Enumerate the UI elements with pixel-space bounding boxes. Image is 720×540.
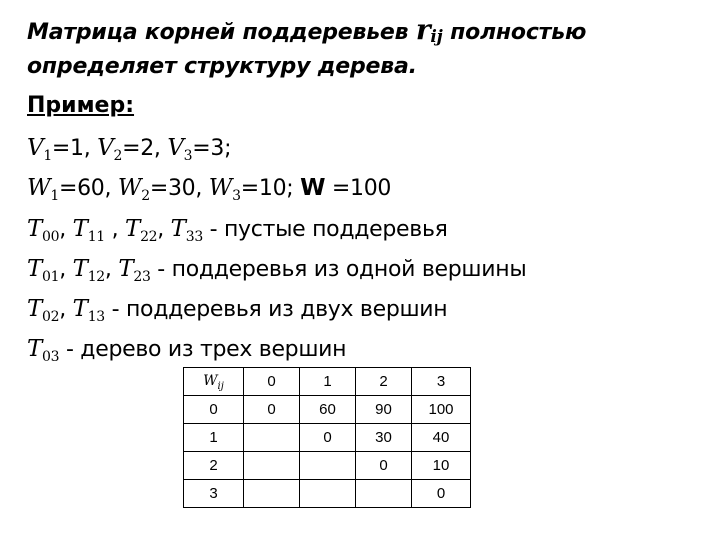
table-cell: 40 <box>412 424 471 452</box>
column-header: 0 <box>244 368 300 396</box>
column-header: 2 <box>356 368 412 396</box>
row-header: 1 <box>184 424 244 452</box>
t13-symbol: T <box>72 296 88 322</box>
corner-w-symbol: W <box>203 372 218 389</box>
table-row <box>184 424 471 452</box>
t03-symbol: T <box>27 336 43 362</box>
heading-line-1 <box>27 13 587 51</box>
t03-subscript: 03 <box>42 349 60 365</box>
r-subscript: ij <box>430 27 443 47</box>
t23-subscript: 23 <box>133 269 151 285</box>
t22-symbol: T <box>125 216 141 242</box>
w1-symbol: W <box>27 175 51 201</box>
weights-table <box>183 367 471 508</box>
table-row <box>184 452 471 480</box>
single-vertex-subtrees-line: $T_{01}$, $T_{12}$, $T_{23}$ - поддеревья из одной вершины <box>27 256 527 285</box>
column-header: 3 <box>412 368 471 396</box>
table-cell: 0 <box>356 452 412 480</box>
table-cell: 0 <box>244 396 300 424</box>
table-cell <box>244 452 300 480</box>
w3-subscript: 3 <box>232 188 241 204</box>
t23-symbol: T <box>118 256 134 282</box>
corner-subscript: ij <box>217 380 224 392</box>
t01-subscript: 01 <box>42 269 60 285</box>
table-cell: 0 <box>412 480 471 508</box>
table-corner-cell <box>184 368 244 396</box>
row-header: 0 <box>184 396 244 424</box>
heading-line-2: определяет структуру дерева. <box>27 54 417 79</box>
table-cell: 30 <box>356 424 412 452</box>
row-header: 3 <box>184 480 244 508</box>
two-vertex-subtrees-line: $T_{02}$, $T_{13}$ - поддеревья из двух вершин <box>27 296 448 325</box>
column-header: 1 <box>300 368 356 396</box>
v2-value: =2, <box>122 136 161 161</box>
v3-value: =3; <box>192 136 232 161</box>
weight-values-line <box>27 173 391 211</box>
v1-symbol: V <box>27 135 44 161</box>
w3-value: =10; <box>240 176 294 201</box>
t02-symbol: T <box>27 296 43 322</box>
two-vertex-subtrees-desc: - поддеревья из двух вершин <box>111 297 448 322</box>
row-header: 2 <box>184 452 244 480</box>
t33-subscript: 33 <box>185 229 203 245</box>
table-cell <box>356 480 412 508</box>
v3-subscript: 3 <box>183 148 193 164</box>
t12-symbol: T <box>72 256 88 282</box>
w-total-value: =100 <box>331 176 392 201</box>
single-vertex-subtrees-desc: - поддеревья из одной вершины <box>157 257 527 282</box>
table-cell <box>244 424 300 452</box>
table-row <box>184 396 471 424</box>
table-row <box>184 480 471 508</box>
t01-symbol: T <box>27 256 43 282</box>
t22-subscript: 22 <box>140 229 158 245</box>
w2-subscript: 2 <box>141 188 150 204</box>
w-total-symbol: W <box>300 175 326 201</box>
t02-subscript: 02 <box>42 309 60 325</box>
w1-value: =60, <box>58 176 112 201</box>
t33-symbol: T <box>170 216 186 242</box>
three-vertex-tree-desc: - дерево из трех вершин <box>65 337 347 362</box>
t00-subscript: 00 <box>42 229 60 245</box>
table-cell: 90 <box>356 396 412 424</box>
table-cell <box>300 452 356 480</box>
heading-prefix: Матрица корней поддеревьев <box>27 20 409 45</box>
table-header-row <box>184 368 471 396</box>
w2-value: =30, <box>149 176 203 201</box>
v1-subscript: 1 <box>43 148 52 164</box>
vertex-values-line <box>27 133 231 171</box>
v1-value: =1, <box>51 136 91 161</box>
v3-symbol: V <box>167 135 184 161</box>
table-cell: 0 <box>300 424 356 452</box>
table-cell <box>300 480 356 508</box>
empty-subtrees-line: $T_{00}$, $T_{11}$ , $T_{22}$, $T_{33}$ - пустые поддеревья <box>27 216 448 245</box>
v2-subscript: 2 <box>113 148 123 164</box>
table-cell: 60 <box>300 396 356 424</box>
w3-symbol: W <box>208 175 233 201</box>
t11-symbol: T <box>72 216 88 242</box>
example-label: Пример: <box>27 93 135 118</box>
table-cell: 100 <box>412 396 471 424</box>
r-symbol: r <box>415 13 431 46</box>
t12-subscript: 12 <box>87 269 105 285</box>
heading-suffix: полностью <box>450 20 587 45</box>
w2-symbol: W <box>117 175 142 201</box>
t11-subscript: 11 <box>87 229 105 245</box>
v2-symbol: V <box>97 135 114 161</box>
empty-subtrees-desc: - пустые поддеревья <box>209 217 448 242</box>
t13-subscript: 13 <box>87 309 105 325</box>
w1-subscript: 1 <box>50 188 59 204</box>
t00-symbol: T <box>27 216 43 242</box>
table-cell <box>244 480 300 508</box>
table-cell: 10 <box>412 452 471 480</box>
